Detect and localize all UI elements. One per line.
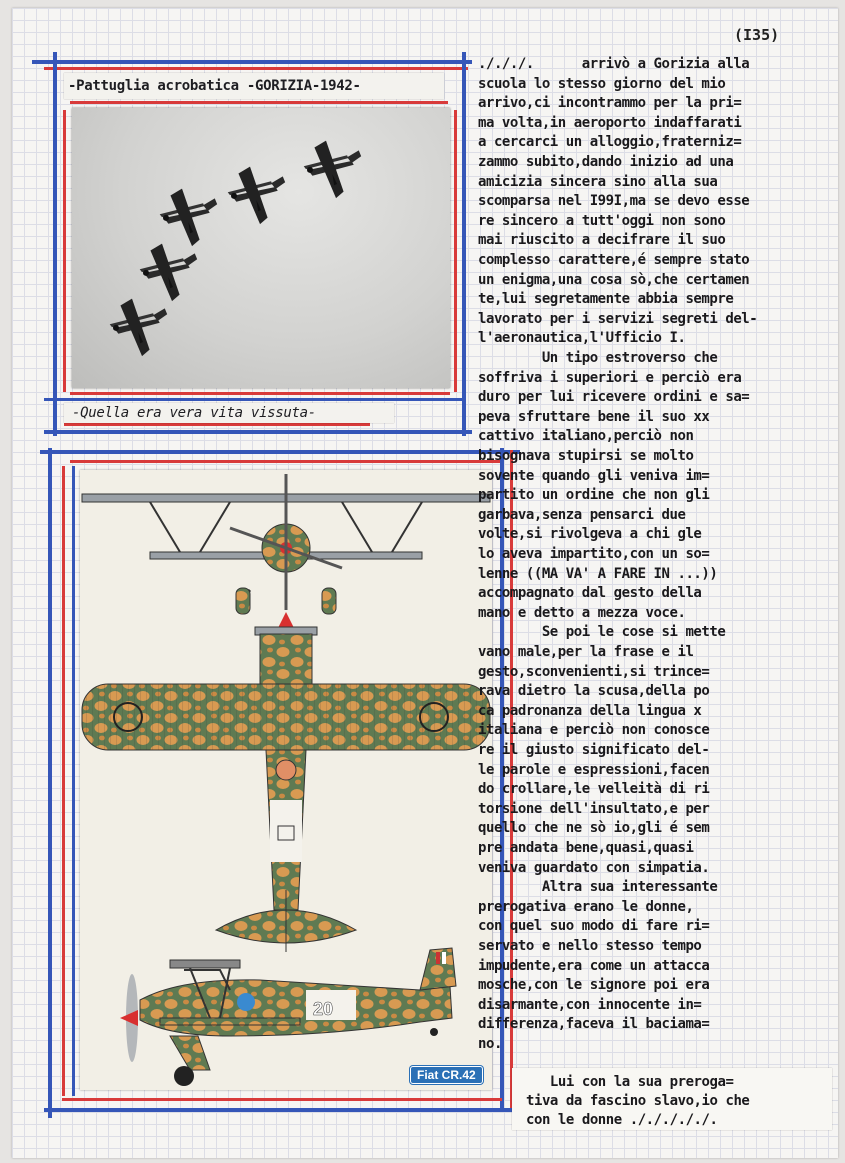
text-line: sovente quando gli veniva im=	[478, 467, 710, 484]
text-line: complesso carattere,é sempre stato	[478, 252, 750, 268]
text-line: prerogativa erano le donne,	[478, 898, 694, 915]
text-line: vano male,per la frase e il	[478, 644, 694, 660]
text-line: garbava,senza pensarci due	[478, 506, 686, 523]
frame-top-red-left	[63, 110, 66, 392]
model-badge: Fiat CR.42	[410, 1066, 483, 1084]
text-line: do crollare,le velleità di ri	[478, 781, 710, 798]
frame-top-red-bottom2	[64, 423, 370, 426]
frame-bottom-red-top	[70, 460, 500, 463]
text-line: scuola lo stesso giorno del mio	[478, 75, 726, 92]
text-line: peva sfruttare bene il suo xx	[478, 408, 710, 425]
text-line: mosche,con le signore poi era	[478, 977, 710, 994]
text-line: re il giusto significato del-	[478, 742, 710, 758]
text-line: lenne ((MA VA' A FARE IN ...))	[478, 565, 718, 582]
frame-bottom-red-bottom	[62, 1098, 502, 1101]
note-line: con le donne ./././././.	[526, 1112, 718, 1128]
text-line: lavorato per i servizi segreti del-	[478, 310, 758, 327]
text-line: impudente,era come un attacca	[478, 957, 710, 974]
top-view	[82, 612, 490, 952]
text-line: torsione dell'insultato,e per	[478, 800, 710, 817]
text-line: duro per lui ricevere ordini e sa=	[478, 389, 750, 406]
text-line: ./././. arrivò a Gorizia alla	[478, 56, 750, 72]
note-line: tiva da fascino slavo,io che	[526, 1093, 750, 1109]
photo-caption: -Pattuglia acrobatica -GORIZIA-1942-	[68, 78, 361, 94]
frame-bottom-blue-bottom	[44, 1108, 512, 1112]
text-line: re sincero a tutt'oggi non sono	[478, 212, 726, 229]
text-line: italiana e perciò non conosce	[478, 722, 710, 739]
text-line: quello che ne sò io,gli é sem	[478, 820, 710, 837]
text-line: veniva guardato con simpatia.	[478, 859, 710, 876]
frame-top-blue-top	[32, 60, 472, 64]
text-line: arrivo,ci incontrammo per la pri=	[478, 95, 742, 112]
frame-top-blue-bottom2	[44, 430, 472, 434]
text-line: mano e detto a mezza voce.	[478, 604, 686, 621]
text-line: partito un ordine che non gli	[478, 487, 710, 504]
text-line: accompagnato dal gesto della	[478, 585, 702, 602]
frame-top-red-top	[44, 67, 468, 70]
text-line: volte,si rivolgeva a chi gle	[478, 526, 702, 543]
text-line: bisognava stupirsi se molto	[478, 448, 694, 464]
frame-top-red-bottom	[70, 392, 450, 395]
frame-bottom-blue-top	[40, 450, 520, 454]
note-line: Lui con la sua preroga=	[526, 1074, 734, 1090]
text-line: l'aeronautica,l'Ufficio I.	[478, 330, 686, 347]
frame-top-red-top2	[70, 101, 448, 104]
pasted-note	[512, 1068, 832, 1130]
text-line: Altra sua interessante	[478, 879, 718, 896]
text-line: mai riuscito a decifrare il suo	[478, 232, 726, 249]
front-view	[82, 474, 490, 614]
page-number: (I35)	[734, 26, 780, 44]
text-line: un enigma,una cosa sò,che certamen	[478, 271, 750, 288]
aircraft-silhouette	[226, 164, 288, 226]
frame-top-blue-left	[53, 52, 57, 436]
side-view	[120, 948, 456, 1086]
frame-top-blue-right	[462, 52, 466, 436]
text-line: ma volta,in aeroporto indaffarati	[478, 114, 742, 131]
text-line: scomparsa nel I99I,ma se devo esse	[478, 193, 750, 210]
text-line: te,lui segretamente abbia sempre	[478, 291, 734, 308]
text-line: le parole e espressioni,facen	[478, 761, 710, 778]
frame-bottom-blue-left	[48, 448, 52, 1118]
text-line: Un tipo estroverso che	[478, 350, 718, 366]
photo-subcaption: -Quella era vera vita vissuta-	[72, 405, 316, 421]
frame-top-red-right	[454, 110, 457, 392]
aircraft-code: 20	[313, 999, 334, 1019]
text-line: ca padronanza della lingua x	[478, 702, 702, 719]
text-line: Se poi le cose si mette	[478, 624, 726, 641]
aircraft-silhouette	[302, 138, 364, 200]
text-line: gesto,sconvenienti,si trince=	[478, 663, 710, 680]
aircraft-silhouette	[158, 186, 220, 248]
text-line: pre andata bene,quasi,quasi	[478, 840, 694, 856]
text-line: a cercarci un alloggio,fraterniz=	[478, 134, 742, 151]
frame-bottom-blue-left2	[72, 466, 75, 1096]
text-line: differenza,faceva il baciama=	[478, 1016, 710, 1033]
text-line: amicizia sincera sino alla sua	[478, 173, 718, 190]
formation-photo	[72, 108, 450, 388]
text-line: zammo subito,dando inizio ad una	[478, 154, 734, 170]
frame-top-blue-bottom	[44, 398, 464, 401]
frame-bottom-red-left	[62, 466, 65, 1096]
aircraft-silhouette	[108, 296, 170, 358]
text-line: servato e nello stesso tempo	[478, 938, 702, 954]
aircraft-silhouette	[138, 241, 200, 303]
text-line: no.	[478, 1036, 502, 1052]
text-line: cattivo italiano,perciò non	[478, 428, 694, 445]
text-line: lo aveva impartito,con un so=	[478, 546, 710, 562]
aircraft-drawing	[80, 470, 492, 1090]
text-line: rava dietro la scusa,della po	[478, 683, 710, 700]
text-line: disarmante,con innocente in=	[478, 996, 702, 1013]
text-line: soffriva i superiori e perciò era	[478, 369, 742, 386]
text-line: con quel suo modo di fare ri=	[478, 918, 710, 935]
